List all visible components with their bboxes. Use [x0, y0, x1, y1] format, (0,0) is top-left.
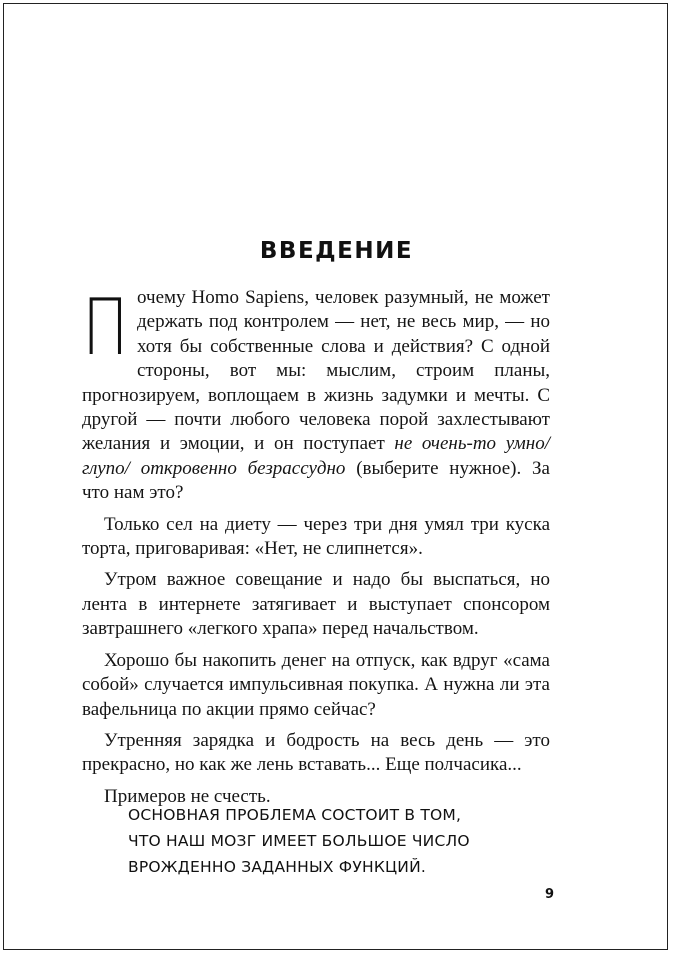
paragraph-savings: Хорошо бы накопить денег на отпуск, как вдруг «сама собой» случается импульсивная покупка. А нужна ли эта вафельница по акции прямо сейчас?	[82, 649, 550, 720]
intro-text-end: (выберите нужное). За что нам это?	[82, 457, 550, 504]
page-number: 9	[544, 887, 554, 902]
pull-quote-line: ВРОЖДЕННО ЗАДАННЫХ ФУНКЦИЙ.	[128, 858, 427, 876]
pull-quote-line: ЧТО НАШ МОЗГ ИМЕЕТ БОЛЬШОЕ ЧИСЛО	[128, 832, 470, 850]
paragraph-meeting: Утром важное совещание и надо бы выспаться, но лента в интернете затягивает и выступает спонсором завтрашнего «легкого храпа» перед начальством.	[82, 569, 550, 640]
paragraph-diet: Только сел на диету — через три дня умял три куска торта, приговаривая: «Нет, не слипнется».	[82, 513, 550, 560]
intro-paragraph	[82, 281, 550, 506]
body-text	[82, 281, 550, 809]
pull-quote-line: ОСНОВНАЯ ПРОБЛЕМА СОСТОИТ В ТОМ,	[128, 806, 462, 824]
paragraph-examples: Примеров не счесть.	[104, 785, 271, 807]
paragraph-morning: Утренняя зарядка и бодрость на весь день — это прекрасно, но как же лень вставать... Еще полчасика...	[82, 729, 550, 776]
intro-italic-text: не очень-то умно/глупо/ откровенно безрассудно	[82, 433, 550, 479]
pull-quote	[128, 802, 488, 880]
chapter-title: ВВЕДЕНИЕ	[259, 238, 414, 264]
intro-text: очему Homo Sapiens, человек разумный, не может держать под контролем — нет, не весь мир, — но хотя бы собственные слова и действия? С одной стороны, вот мы: мыслим, строим планы, прогнозируем, воплощаем в жизнь задумки и мечты. С другой — почти любого человека порой захлестывают желания и эмоции, и он поступает	[82, 287, 550, 455]
drop-cap: П	[82, 281, 129, 373]
